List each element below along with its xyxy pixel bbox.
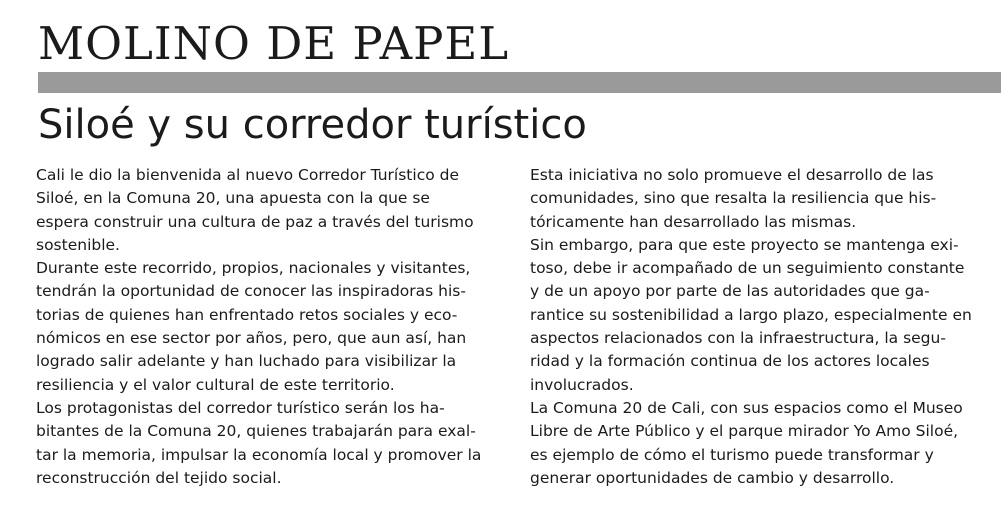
body-text-line: espera construir una cultura de paz a través del turismo xyxy=(36,212,474,231)
body-text-line: Siloé, en la Comuna 20, una apuesta con la que se xyxy=(36,189,430,208)
body-text-line: tar la memoria, impulsar la economía local y promover la xyxy=(36,445,482,464)
body-text-line: Cali le dio la bienvenida al nuevo Corredor Turístico de xyxy=(36,166,460,184)
body-text-line: reconstrucción del tejido social. xyxy=(36,468,282,487)
body-text-line: aspectos relacionados con la infraestructura, la segu- xyxy=(530,329,946,348)
body-text-line: Esta iniciativa no solo promueve el desarrollo de las xyxy=(530,166,934,184)
body-text-line: Libre de Arte Público y el parque mirador Yo Amo Siloé, xyxy=(530,422,959,441)
body-text-line: Sin embargo, para que este proyecto se mantenga exi- xyxy=(530,235,959,254)
section-title: MOLINO DE PAPEL xyxy=(38,17,510,70)
body-text-line: rantice su sostenibilidad a largo plazo, especialmente en xyxy=(530,305,972,324)
body-text-line: bitantes de la Comuna 20, quienes trabajarán para exal- xyxy=(36,422,476,441)
article-body-left-column xyxy=(36,164,514,490)
article-headline: Siloé y su corredor turístico xyxy=(38,102,587,148)
article-body-right-column xyxy=(530,164,1000,490)
body-text-line: involucrados. xyxy=(530,375,634,394)
body-text-line: es ejemplo de cómo el turismo puede transformar y xyxy=(530,445,934,464)
body-text-line: nómicos en ese sector por años, pero, que aun así, han xyxy=(36,329,467,348)
body-text-line: logrado salir adelante y han luchado para visibilizar la xyxy=(36,352,457,371)
body-text-line: Los protagonistas del corredor turístico serán los ha- xyxy=(36,398,445,417)
body-text-line: sostenible. xyxy=(36,235,120,254)
body-text-line: resiliencia y el valor cultural de este territorio. xyxy=(36,375,395,394)
body-text-line: y de un apoyo por parte de las autoridades que ga- xyxy=(530,282,930,301)
body-text-line: generar oportunidades de cambio y desarrollo. xyxy=(530,468,895,487)
body-text-line: tóricamente han desarrollado las mismas. xyxy=(530,212,857,231)
body-text-line: comunidades, sino que resalta la resiliencia que his- xyxy=(530,189,937,208)
body-text-line: torias de quienes han enfrentado retos sociales y eco- xyxy=(36,305,458,324)
body-text-line: toso, debe ir acompañado de un seguimiento constante xyxy=(530,259,965,278)
body-text-line: Durante este recorrido, propios, nacionales y visitantes, xyxy=(36,259,471,278)
section-rule-bar xyxy=(38,72,1001,93)
body-text-line: ridad y la formación continua de los actores locales xyxy=(530,352,930,371)
body-text-line: tendrán la oportunidad de conocer las inspiradoras his- xyxy=(36,282,466,301)
body-text-line: La Comuna 20 de Cali, con sus espacios como el Museo xyxy=(530,398,963,417)
